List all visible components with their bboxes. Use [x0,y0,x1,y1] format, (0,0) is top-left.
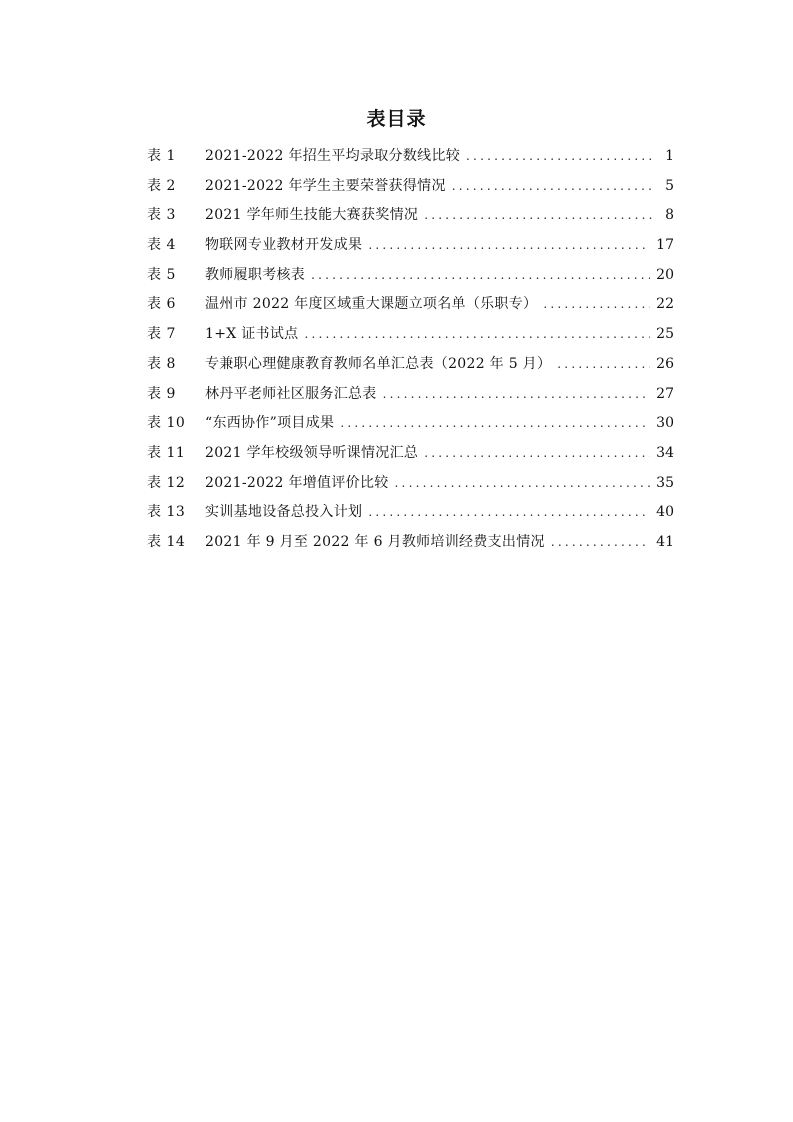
dot-leader [383,380,651,410]
toc-entry-page: 17 [656,237,674,254]
toc-entry-text: 2021 年 9 月至 2022 年 6 月教师培训经费支出情况 [205,533,545,550]
dot-leader [466,142,654,172]
dot-leader [368,231,650,261]
toc-entry-label: 表 13 [147,504,186,521]
toc-entry[interactable] [147,201,674,231]
toc-entry-label: 表 6 [147,296,176,313]
toc-entry-text: 教师履职考核表 [205,266,306,283]
toc-entry-label: 表 4 [147,237,176,254]
toc-entry-label: 表 3 [147,207,176,224]
toc-entry[interactable] [147,498,674,528]
dot-leader [340,409,650,439]
toc-entry-text: “东西协作”项目成果 [205,415,335,432]
toc-entry[interactable] [147,439,674,469]
toc-entry-label: 表 2 [147,177,176,194]
toc-entry-page: 8 [665,207,674,224]
dot-leader [368,498,650,528]
toc-entry-page: 20 [656,266,674,283]
toc-entry-text: 林丹平老师社区服务汇总表 [205,385,377,402]
toc-entry-page: 30 [656,415,674,432]
dot-leader [543,290,650,320]
toc-entry-page: 27 [656,385,674,402]
toc-entry-text: 专兼职心理健康教育教师名单汇总表（2022 年 5 月） [205,355,552,372]
toc-entry-label: 表 9 [147,385,176,402]
toc-entry-text: 实训基地设备总投入计划 [205,504,363,521]
toc-entry-label: 表 1 [147,148,176,164]
toc-entry-label: 表 5 [147,266,176,283]
toc-entry-text: 2021-2022 年增值评价比较 [205,474,389,491]
toc-entry-page: 25 [656,326,674,343]
toc-entry-label: 表 7 [147,326,176,343]
toc-entry-label: 表 12 [147,474,186,491]
toc-entry-page: 5 [665,177,674,194]
dot-leader [311,261,650,291]
toc-entry-page: 41 [656,533,674,550]
toc-entry[interactable] [147,172,674,202]
dot-leader [304,320,650,350]
toc-entry-page: 22 [656,296,674,313]
toc-entry-text: 1+X 证书试点 [205,326,299,343]
toc-entry-page: 1 [665,148,674,164]
toc-entry-text: 温州市 2022 年度区域重大课题立项名单（乐职专） [205,296,538,313]
toc-entry[interactable] [147,380,674,410]
toc-entry-page: 35 [656,474,674,491]
dot-leader [452,172,654,202]
toc-entry-text: 物联网专业教材开发成果 [205,237,363,254]
toc-entry-page: 34 [656,444,674,461]
toc-entry-page: 40 [656,504,674,521]
dot-leader [395,469,651,499]
toc-entry-label: 表 8 [147,355,176,372]
dot-leader [424,201,654,231]
toc-entry[interactable] [147,231,674,261]
toc-entry-label: 表 14 [147,533,186,550]
page-title: 表目录 [366,108,427,130]
dot-leader [557,350,650,380]
toc-entry[interactable] [147,350,674,380]
toc-entry-page: 26 [656,355,674,372]
toc-entry-text: 2021-2022 年招生平均录取分数线比较 [205,148,461,164]
dot-leader [551,528,650,558]
toc-entry[interactable] [147,469,674,499]
toc-entry[interactable] [147,261,674,291]
toc-entry[interactable] [147,320,674,350]
toc-entry-text: 2021-2022 年学生主要荣誉获得情况 [205,177,446,194]
toc-entry-label: 表 10 [147,415,186,432]
toc-entry[interactable] [147,290,674,320]
toc-entry-label: 表 11 [147,444,186,461]
toc-entry[interactable] [147,142,674,172]
toc-entry[interactable] [147,409,674,439]
table-of-contents [147,142,674,558]
toc-entry-text: 2021 学年校级领导听课情况汇总 [205,444,419,461]
toc-entry[interactable] [147,528,674,558]
toc-entry-text: 2021 学年师生技能大赛获奖情况 [205,207,419,224]
dot-leader [424,439,650,469]
